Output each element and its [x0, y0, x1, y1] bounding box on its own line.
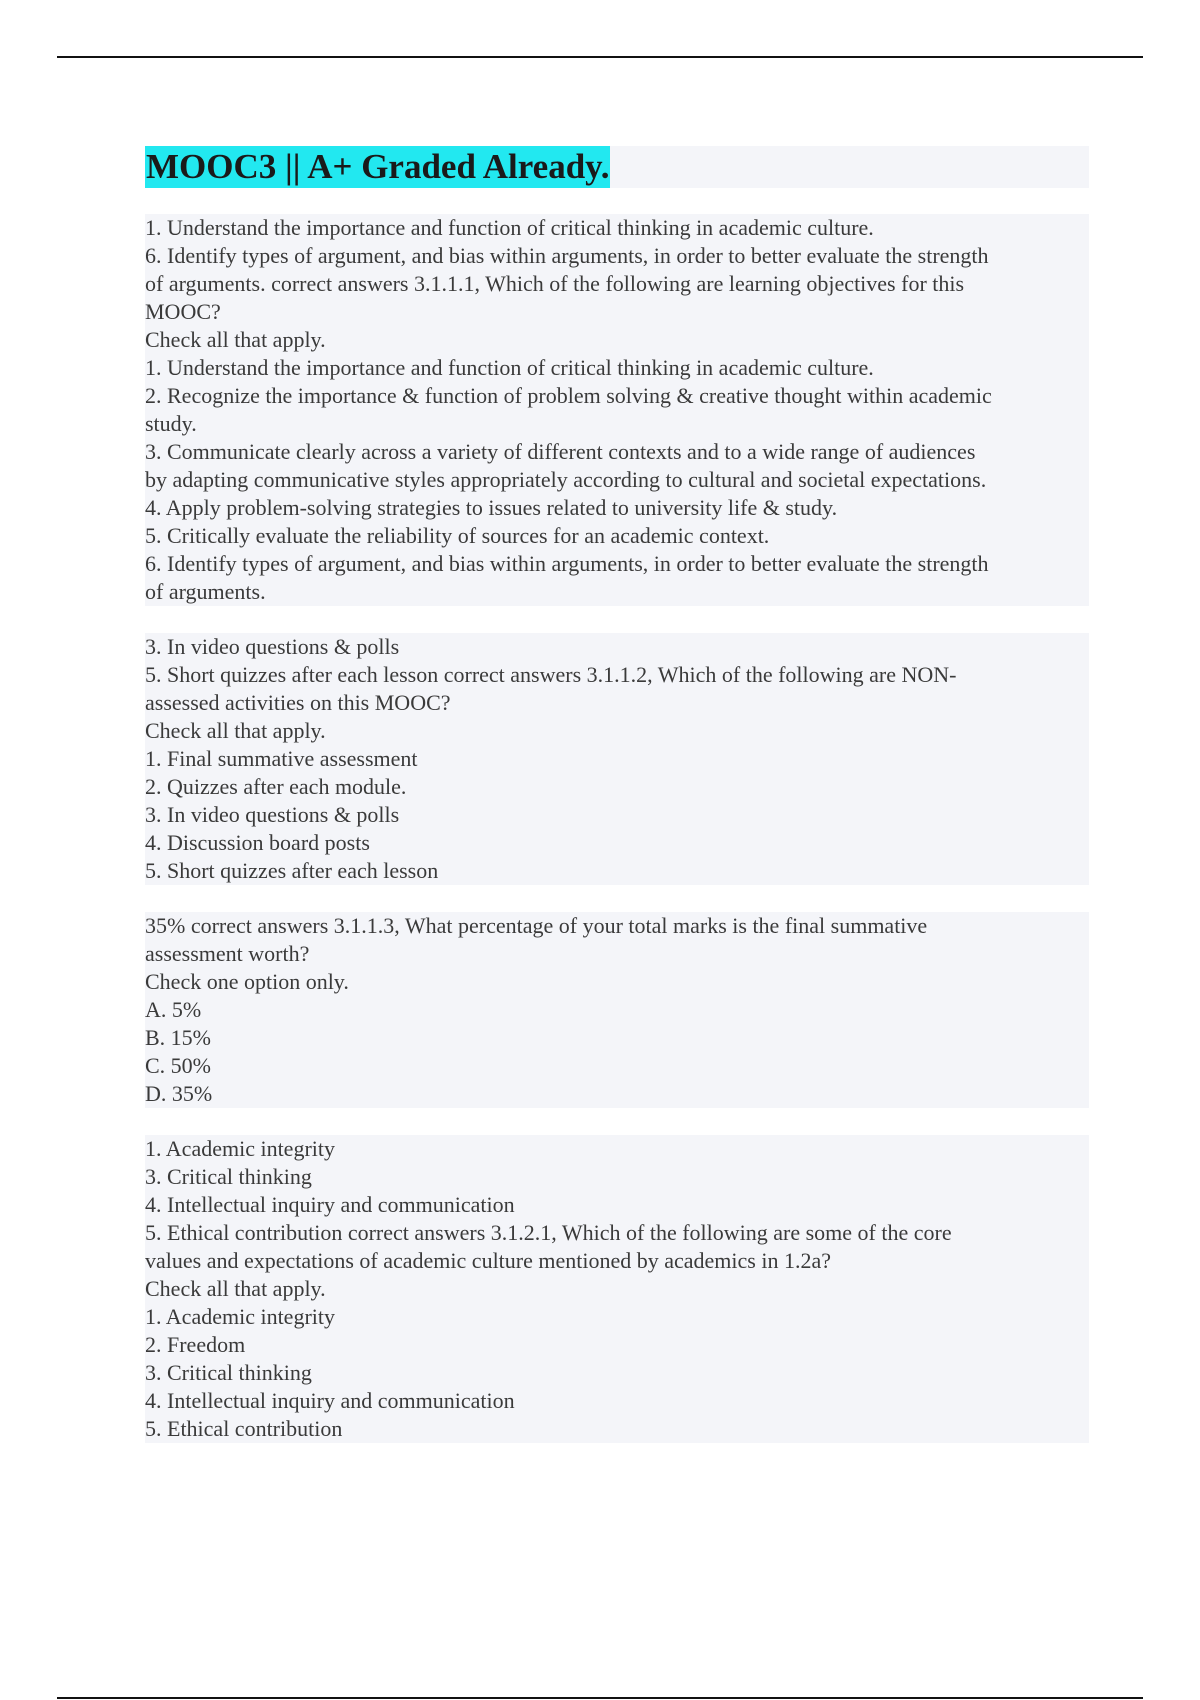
text-line: 3. Communicate clearly across a variety of different contexts and to a wide range of audiences [145, 438, 1089, 466]
text-line: 3. Critical thinking [145, 1359, 1089, 1387]
title-band [145, 146, 1089, 188]
text-line: B. 15% [145, 1024, 1089, 1052]
text-line: 4. Intellectual inquiry and communication [145, 1191, 1089, 1219]
text-line: 5. Ethical contribution correct answers 3.1.2.1, Which of the following are some of the core [145, 1219, 1089, 1247]
text-line: 4. Intellectual inquiry and communication [145, 1387, 1089, 1415]
text-line: 5. Critically evaluate the reliability of sources for an academic context. [145, 522, 1089, 550]
text-line: 3. In video questions & polls [145, 801, 1089, 829]
text-line: of arguments. [145, 578, 1089, 606]
text-line: A. 5% [145, 996, 1089, 1024]
text-line: Check all that apply. [145, 717, 1089, 745]
text-line: by adapting communicative styles appropriately according to cultural and societal expectations. [145, 466, 1089, 494]
document-body [145, 146, 1089, 1470]
text-line: 5. Short quizzes after each lesson [145, 857, 1089, 885]
question-block-3 [145, 912, 1089, 1108]
text-line: 6. Identify types of argument, and bias within arguments, in order to better evaluate the strength [145, 242, 1089, 270]
text-line: 1. Final summative assessment [145, 745, 1089, 773]
text-line: Check all that apply. [145, 1275, 1089, 1303]
text-line: 5. Ethical contribution [145, 1415, 1089, 1443]
text-line: 1. Understand the importance and function of critical thinking in academic culture. [145, 214, 1089, 242]
text-line: C. 50% [145, 1052, 1089, 1080]
text-line: 35% correct answers 3.1.1.3, What percentage of your total marks is the final summative [145, 912, 1089, 940]
text-line: 4. Discussion board posts [145, 829, 1089, 857]
text-line: 2. Freedom [145, 1331, 1089, 1359]
text-line: 1. Understand the importance and function of critical thinking in academic culture. [145, 354, 1089, 382]
text-line: MOOC? [145, 298, 1089, 326]
text-line: 2. Recognize the importance & function of problem solving & creative thought within academic [145, 382, 1089, 410]
question-block-2 [145, 633, 1089, 885]
document-title: MOOC3 || A+ Graded Already. [146, 147, 610, 186]
text-line: 6. Identify types of argument, and bias within arguments, in order to better evaluate the strength [145, 550, 1089, 578]
text-line: 1. Academic integrity [145, 1135, 1089, 1163]
text-line: 4. Apply problem-solving strategies to issues related to university life & study. [145, 494, 1089, 522]
text-line: values and expectations of academic culture mentioned by academics in 1.2a? [145, 1247, 1089, 1275]
question-block-1 [145, 214, 1089, 606]
text-line: Check all that apply. [145, 326, 1089, 354]
text-line: study. [145, 410, 1089, 438]
text-line: 3. Critical thinking [145, 1163, 1089, 1191]
text-line: assessed activities on this MOOC? [145, 689, 1089, 717]
text-line: 3. In video questions & polls [145, 633, 1089, 661]
bottom-rule [57, 1697, 1143, 1699]
text-line: 1. Academic integrity [145, 1303, 1089, 1331]
text-line: 5. Short quizzes after each lesson correct answers 3.1.1.2, Which of the following are NON- [145, 661, 1089, 689]
top-rule [57, 56, 1143, 58]
text-line: 2. Quizzes after each module. [145, 773, 1089, 801]
text-line: Check one option only. [145, 968, 1089, 996]
question-block-4 [145, 1135, 1089, 1443]
text-line: D. 35% [145, 1080, 1089, 1108]
text-line: of arguments. correct answers 3.1.1.1, Which of the following are learning objectives for this [145, 270, 1089, 298]
text-line: assessment worth? [145, 940, 1089, 968]
